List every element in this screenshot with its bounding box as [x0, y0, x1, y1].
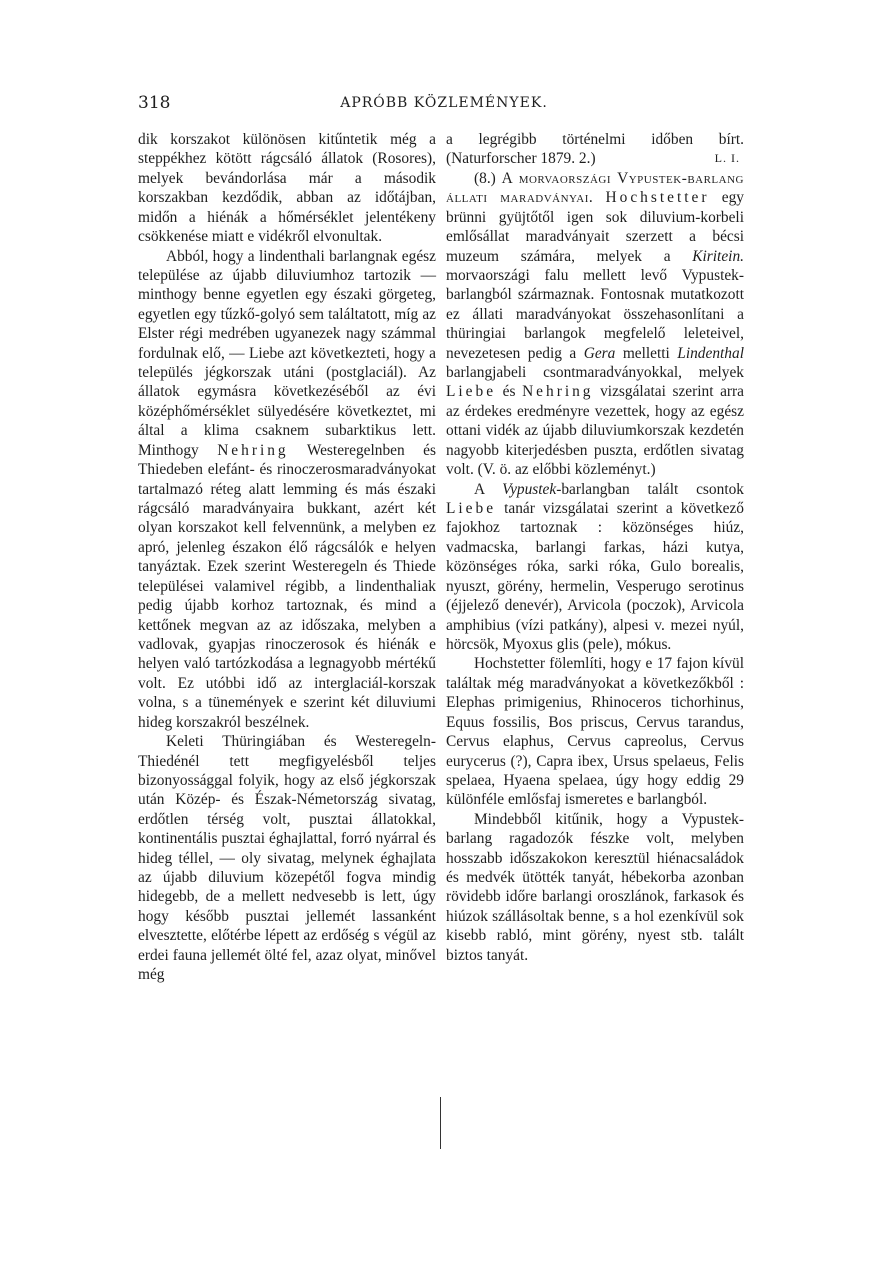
- place-name: Kiritein.: [692, 247, 744, 265]
- paragraph: Mindebből kitűnik, hogy a Vypustek-barlang ragadozók fészke volt, melyben hosszabb időszakokon keresztül hiénacsaládok és medvék ütötték tanyát, hébekorba azonban rövidebb időre barlangi oroszlánok, farkasok és hiúzok szállásoltak benne, s a hol ezenkívül sok kisebb rabló, mint görény, nyest stb. talált biztos tanyát.: [446, 810, 744, 964]
- paragraph: a legrégibb történelmi időben bírt. (Naturforscher 1879. 2.) L. I.: [446, 131, 744, 168]
- page-number: 318: [138, 93, 171, 113]
- left-column: [138, 130, 436, 985]
- place-name: Lindenthal: [677, 344, 744, 362]
- place-name: Gera: [583, 344, 616, 362]
- column-rule: [440, 1097, 441, 1149]
- paragraph: Abból, hogy a lindenthali barlangnak egész települése az újabb diluviumhoz tartozik — minthogy benne egyetlen egy északi görgeteg, egyetlen egy tűzkő-golyó sem találtatott, míg az Elster régi medrében ugyanezek nagy számmal fordulnak elő, — Liebe azt következteti, hogy a település jégkorszak utáni (postglaciál). Az állatok egymásra következéséből az évi középhőmérséklet sülyedésére következtet, mi által a klima csaknem subarktikus lett. Minthogy Nehring Westeregelnben és Thiedeben elefánt- és rinoczerosmaradványokat tartalmazó réteg alatt lemming és más északi rágcsáló maradványaira bukkant, azért két olyan korszakot kell felvennünk, a melyben ez apró, jelenleg északon élő rágcsálók e helyen tanyáztak. Ezek szerint Westeregeln és Thiede települései valamivel régibb, a lindenthaliak pedig újabb korhoz tartoznak, és mind a kettőnek megvan az az időszaka, melyben a vadlovak, gyapjas rinoczerosok és hiénák e helyen való tartózkodása a legnagyobb mértékű volt. Ez utóbbi idő az interglaciál-korszak volna, s a tünemények e szerint két diluviumi hideg korszakról beszélnek.: [138, 247, 436, 731]
- author-name: Nehring: [217, 441, 289, 459]
- paragraph: A Vypustek-barlangban talált csontok Liebe tanár vizsgálatai szerint a következő fajokhoz tartoznak : közönséges hiúz, vadmacska, barlangi farkas, házi kutya, közönséges róka, sarki róka, Gulo borealis, nyuszt, görény, hermelin, Vesperugo serotinus (éjjelező denevér), Arvicola (poczok), Arvicola amphibius (vízi patkány), alpesi v. mezei nyúl, hörcsök, Myoxus glis (pele), mókus.: [446, 480, 744, 653]
- paragraph: dik korszakot különösen kitűntetik még a steppékhez kötött rágcsáló állatok (Rosores), melyek bevándorlása már a második korszakban kezdődik, abban az időtájban, midőn a hiénák a hőmérséklet jelentékeny csökkenése miatt e vidékről elvonultak.: [138, 131, 436, 246]
- author-name: Liebe: [446, 500, 497, 518]
- author-name: Liebe: [446, 383, 497, 401]
- right-column: [446, 130, 744, 965]
- author-name: Nehring: [522, 383, 594, 401]
- paragraph: Keleti Thüringiában és Westeregeln-Thiedénél tett megfigyelésből teljes bizonyossággal folyik, hogy az első jégkorszak után Közép- és Észak-Németország sivatag, erdőtlen térség volt, pusztai állatokkal, kontinentális pusztai éghajlattal, forró nyárral és hideg téllel, — oly sivatag, melynek éghajlata az újabb diluvium közepétől fogva mindig hidegebb, de a mellett nedvesebb is lett, úgy hogy később pusztai jellemét lassanként elvesztette, előtérbe lépett az erdőség s végül az erdei fauna jellemét ölté fel, azaz olyat, minővel még: [138, 733, 436, 984]
- section-paragraph: (8.) A morvaországi Vypustek-barlang állati maradványai. Hochstetter egy brünni gyüjtőtől igen sok diluvium-korbeli emlősállat maradványait szerzett a bécsi muzeum számára, melyek a Kiritein. morvaországi falu mellett levő Vypustek-barlangból származnak. Fontosnak mutatkozott ez állati maradványokat összehasonlítani a thüringiai barlangok megfelelő leleteivel, nevezetesen pedig a Gera melletti Lindenthal barlangjabeli csontmaradványokkal, melyek Liebe és Nehring vizsgálatai szerint arra az érdekes eredményre vezettek, hogy az egész ottani vidék az újabb diluviumkorszak kezdetén nagyobb kiterjedésben puszta, erdőtlen sivatag volt. (V. ö. az előbbi közleményt.): [446, 169, 744, 479]
- paragraph: Hochstetter fölemlíti, hogy e 17 fajon kívül találtak még maradványokat a következőkből : Elephas primigenius, Rhinoceros tichorhinus, Equus fossilis, Bos priscus, Cervus tarandus, Cervus elaphus, Cervus capreolus, Cervus eurycerus (?), Capra ibex, Ursus spelaeus, Felis spelaea, Hyaena spelaea, úgy hogy eddig 29 különféle emlősfaj ismeretes e barlangból.: [446, 655, 744, 809]
- running-title: APRÓBB KÖZLEMÉNYEK.: [340, 95, 548, 111]
- author-name: Hochstetter: [605, 189, 710, 207]
- page-header: [138, 93, 750, 115]
- author-name: Liebe: [248, 344, 284, 362]
- place-name: Vypustek: [502, 480, 557, 498]
- section-title: A morvaországi Vypustek-barlang állati maradványai.: [446, 169, 744, 207]
- section-number: (8.): [474, 169, 496, 187]
- signature: L. I.: [714, 151, 740, 166]
